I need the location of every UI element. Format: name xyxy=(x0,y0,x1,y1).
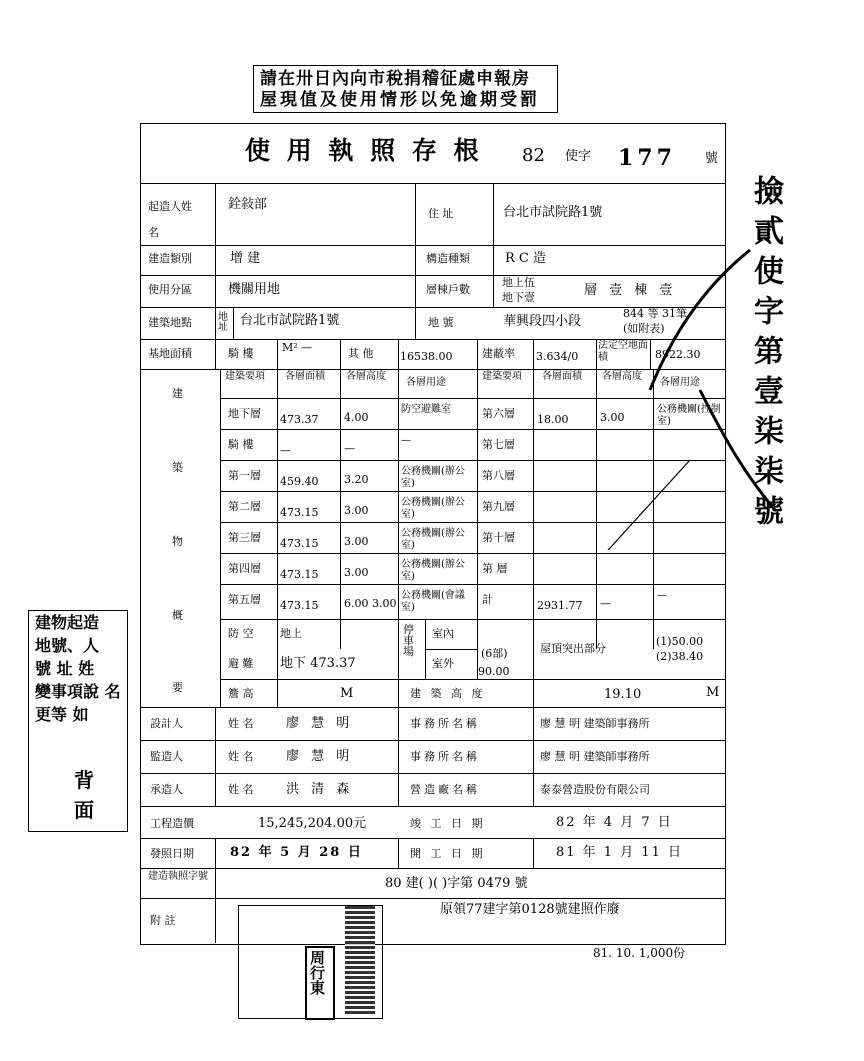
floor-right-area: 2931.77 xyxy=(537,599,583,612)
supervisor-rule-c xyxy=(533,740,534,773)
contractor-rule-b xyxy=(398,773,399,806)
floor-left-use: 公務機關(辦公室) xyxy=(401,497,465,520)
other-label: 其 他 xyxy=(348,347,374,360)
roof-area-1: (1)50.00 xyxy=(656,635,704,648)
floor-right-name: 第七層 xyxy=(482,438,515,451)
floor-left-area: 459.40 xyxy=(280,475,319,488)
floor-right-name: 第八層 xyxy=(482,469,515,482)
legal-area: 8922.30 xyxy=(655,348,701,361)
floor-left-use: — xyxy=(401,435,411,446)
approval-stamp xyxy=(345,906,375,1014)
arcade-area: M² — xyxy=(282,341,313,354)
building-label-3: 物 xyxy=(172,535,183,548)
floor-left-rule xyxy=(220,553,533,554)
building-label-4: 概 xyxy=(172,609,183,622)
permit-number: 177 xyxy=(618,145,676,171)
permit-year: 82 xyxy=(522,145,545,166)
owner-name: 銓敍部 xyxy=(228,197,268,212)
site-address: 台北市試院路1號 xyxy=(240,313,340,328)
lot: 華興段四小段 xyxy=(503,314,582,329)
shelter-label-2: 避 難 xyxy=(228,657,254,670)
site-label: 建築地點 xyxy=(148,316,192,329)
cover-ratio: 3.634/0 xyxy=(536,350,579,363)
floor-left-name: 第一層 xyxy=(228,469,261,482)
roof-label: 屋頂突出部分 xyxy=(540,642,606,655)
total-height-unit: M xyxy=(706,685,720,700)
permit-label: 建造執照字號 xyxy=(148,871,208,882)
floor-left-use: 公務機關(會議室) xyxy=(401,590,465,613)
owner-label: 起造人姓名 xyxy=(148,200,192,239)
floor-left-area: 473.15 xyxy=(280,599,319,612)
side-left-line1: 建物起造 xyxy=(35,613,100,632)
floor-left-rule xyxy=(220,584,533,585)
floor-left-rule xyxy=(220,491,533,492)
owner-address: 台北市試院路1號 xyxy=(503,205,603,220)
supervisor-role: 監造人 xyxy=(150,750,183,763)
hdr-col5: 建築要項 xyxy=(482,371,522,382)
shelter-label-1: 防 空 xyxy=(228,627,254,640)
building-label-1: 建 xyxy=(172,387,183,400)
contractor-rule-c xyxy=(533,773,534,806)
floor-left-area: 473.15 xyxy=(280,537,319,550)
side-left-line5: 更等 如 xyxy=(35,705,89,724)
zone-label: 使用分區 xyxy=(148,283,192,296)
floor-left-height: — xyxy=(344,442,355,455)
floor-left-height: 3.20 xyxy=(344,473,369,486)
floors-above: 地上伍 xyxy=(502,276,535,289)
floor-left-rule xyxy=(220,522,533,523)
roof-area-2: (2)38.40 xyxy=(656,650,704,663)
floor-right-rule xyxy=(533,553,725,554)
floor-left-rule xyxy=(220,460,533,461)
address-label: 住 址 xyxy=(428,207,454,220)
supervisor-rule-d xyxy=(140,773,725,774)
side-left-back1: 背 xyxy=(74,768,94,792)
top-stamp xyxy=(253,65,558,113)
side-left-back2: 面 xyxy=(74,798,94,822)
contractor-rule-a xyxy=(215,773,216,806)
parking-area: 90.00 xyxy=(478,665,510,678)
hdr-col2: 各層面積 xyxy=(285,371,325,382)
floor-left-use: 公務機關(辦公室) xyxy=(401,528,465,551)
designer-role: 設計人 xyxy=(150,717,183,730)
side-left-line2: 地號、人 xyxy=(35,636,100,655)
supervisor-name-label: 姓 名 xyxy=(228,750,254,763)
issue-date: 82 年 5 月 28 日 xyxy=(230,845,363,860)
parking-outdoor: 室外 xyxy=(432,657,454,670)
floor-right-name: 第九層 xyxy=(482,500,515,513)
floor-left-height: 6.00 3.00 xyxy=(344,597,397,610)
arcade-label: 騎 樓 xyxy=(228,347,254,360)
designer-rule-a xyxy=(215,707,216,740)
floor-left-height: 3.00 xyxy=(344,535,369,548)
legal-label: 法定空地面積 xyxy=(598,340,648,363)
contractor-firm: 泰泰營造股份有限公司 xyxy=(540,783,650,796)
total-height: 19.10 xyxy=(604,687,642,702)
supervisor-firm: 廖 慧 明 建築師事務所 xyxy=(540,750,650,763)
contractor-rule-d xyxy=(140,806,725,807)
area-label: 基地面積 xyxy=(148,347,192,360)
floor-right-use: — xyxy=(657,590,667,601)
building-label-5: 要 xyxy=(172,681,183,694)
side-left-line4: 變事項說 名 xyxy=(35,682,121,701)
floor-left-rule xyxy=(220,429,533,430)
floor-right-name: 計 xyxy=(482,593,493,606)
floor-left-use: 公務機關(辦公室) xyxy=(401,559,465,582)
floor-left-use: 防空避難室 xyxy=(401,404,451,415)
parking-indoor: 室內 xyxy=(432,627,454,640)
done-label: 竣 工 日 期 xyxy=(410,817,486,830)
shelter-below: 地下 473.37 xyxy=(280,656,356,671)
contractor-name-label: 姓 名 xyxy=(228,783,254,796)
permit-suffix: 號 xyxy=(705,151,719,166)
floor-left-name: 騎 樓 xyxy=(228,438,254,451)
hdr-col8: 各層用途 xyxy=(660,377,700,388)
floor-left-area: — xyxy=(280,444,291,457)
hdr-col6: 各層面積 xyxy=(542,371,582,382)
designer-rule-b xyxy=(398,707,399,740)
start-label: 開 工 日 期 xyxy=(410,847,486,860)
floor-right-height: 3.00 xyxy=(600,411,625,424)
permit-kind: 使字 xyxy=(565,149,592,164)
floor-left-height: 3.00 xyxy=(344,566,369,579)
floors-tail: 層 壹 棟 壹 xyxy=(584,283,677,298)
parking-label: 停車場 xyxy=(403,623,414,658)
floor-left-area: 473.15 xyxy=(280,506,319,519)
supervisor-firm-label: 事務所名稱 xyxy=(410,750,480,763)
permit-value: 80 建( )( )字第 0479 號 xyxy=(385,876,528,891)
floor-left-height: 3.00 xyxy=(344,504,369,517)
hdr-col4: 各層用途 xyxy=(406,377,446,388)
lot-note: (如附表) xyxy=(623,322,665,335)
struct-type: R C 造 xyxy=(505,251,546,266)
parking-count: (6部) xyxy=(481,647,508,660)
zone: 機關用地 xyxy=(228,282,281,297)
floor-right-name: 第十層 xyxy=(482,531,515,544)
total-height-label: 建 築 高 度 xyxy=(410,687,486,700)
shelter-above: 地上 xyxy=(280,627,302,640)
form-title: 使 用 執 照 存 根 xyxy=(245,136,483,165)
side-left-line3: 號 址 姓 xyxy=(35,659,95,678)
floor-right-area: 18.00 xyxy=(537,413,569,426)
top-stamp-line1: 請在卅日內向市稅捐稽征處申報房 xyxy=(260,69,530,89)
eave-label: 簷 高 xyxy=(228,687,254,700)
note-text: 原領77建字第0128號建照作廢 xyxy=(440,902,620,917)
done-date: 82 年 4 月 7 日 xyxy=(556,815,673,830)
side-right-text: 撿貳使字第壹柒柒號 xyxy=(748,175,783,535)
contractor-role: 承造人 xyxy=(150,783,183,796)
cost-label: 工程造價 xyxy=(150,817,194,830)
other-area: 16538.00 xyxy=(400,350,453,363)
building-label-2: 築 xyxy=(172,461,183,474)
seal-name: 周行東 xyxy=(308,950,326,995)
floors-below: 地下壹 xyxy=(502,291,535,304)
designer-rule-c xyxy=(533,707,534,740)
floor-left-name: 第二層 xyxy=(228,500,261,513)
print-info: 81. 10. 1,000份 xyxy=(593,946,686,960)
signature-strokes xyxy=(580,230,780,550)
hdr-col1: 建築要項 xyxy=(225,371,265,382)
issue-label: 發照日期 xyxy=(150,847,194,860)
site-addr-label: 地址 xyxy=(218,312,228,333)
floor-left-area: 473.37 xyxy=(280,413,319,426)
lot-number: 844 等 31筆 xyxy=(623,307,687,320)
floor-left-name: 第五層 xyxy=(228,593,261,606)
build-type-label: 建造類別 xyxy=(148,252,192,265)
contractor-name: 洪 清 森 xyxy=(286,782,354,797)
floor-right-use: 公務機關(控制室) xyxy=(657,404,721,427)
cover-label: 建蔽率 xyxy=(482,347,515,360)
supervisor-rule-b xyxy=(398,740,399,773)
start-date: 81 年 1 月 11 日 xyxy=(556,845,684,860)
lot-label: 地 號 xyxy=(428,316,454,329)
designer-name-label: 姓 名 xyxy=(228,717,254,730)
hdr-col3: 各層高度 xyxy=(346,371,386,382)
floor-left-name: 第四層 xyxy=(228,562,261,575)
struct-label: 構造種類 xyxy=(426,252,470,265)
designer-rule-d xyxy=(140,740,725,741)
floor-left-name: 地下層 xyxy=(228,407,261,420)
floors-label: 層棟戶數 xyxy=(426,283,470,296)
note-label: 附 註 xyxy=(150,914,176,927)
floor-left-area: 473.15 xyxy=(280,568,319,581)
floor-left-name: 第三層 xyxy=(228,531,261,544)
floor-right-name: 第 層 xyxy=(482,562,508,575)
build-type: 增 建 xyxy=(230,251,261,266)
floor-right-rule xyxy=(533,584,725,585)
designer-name: 廖 慧 明 xyxy=(286,716,354,731)
supervisor-rule-a xyxy=(215,740,216,773)
contractor-firm-label: 營造廠名稱 xyxy=(410,783,480,796)
cost-value: 15,245,204.00元 xyxy=(258,816,367,831)
eave-unit: M xyxy=(340,686,354,701)
top-stamp-line2: 屋現值及使用情形以免逾期受罰 xyxy=(260,90,540,110)
hdr-col7: 各層高度 xyxy=(602,371,642,382)
designer-firm-label: 事務所名稱 xyxy=(410,717,480,730)
floor-right-name: 第六層 xyxy=(482,407,515,420)
designer-firm: 廖 慧 明 建築師事務所 xyxy=(540,717,650,730)
floor-right-height: — xyxy=(600,597,611,610)
floor-left-height: 4.00 xyxy=(344,411,369,424)
floor-left-use: 公務機關(辦公室) xyxy=(401,466,465,489)
supervisor-name: 廖 慧 明 xyxy=(286,749,354,764)
